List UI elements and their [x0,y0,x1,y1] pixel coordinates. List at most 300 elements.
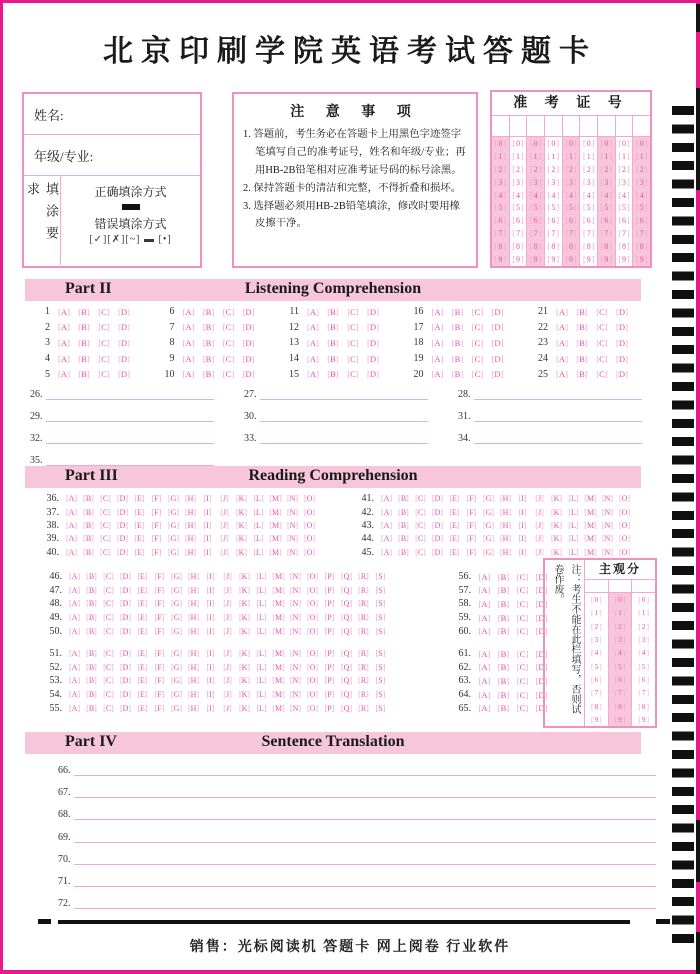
option-bubble-F[interactable]: [ F ] [148,521,165,530]
option-bubble-M[interactable]: [ M ] [582,548,599,557]
option-bubble-Q[interactable]: [ Q ] [338,676,355,685]
option-bubble-P[interactable]: [ P ] [321,704,338,713]
option-bubble-Q[interactable]: [ Q ] [338,627,355,636]
option-bubble-D[interactable]: [ D ] [117,586,134,595]
option-bubble-Q[interactable]: [ Q ] [338,572,355,581]
ticket-digit-bubble[interactable]: [ 0 ] [598,137,615,150]
ticket-digit-bubble[interactable]: [ 9 ] [492,253,509,266]
option-bubble-R[interactable]: [ R ] [355,704,372,713]
answer-blank[interactable] [30,409,214,422]
subjective-digit-bubble[interactable]: [ 8 ] [609,699,632,712]
write-line[interactable] [260,386,429,400]
option-bubble-I[interactable]: [ I ] [514,508,531,517]
option-bubble-C[interactable]: [ C ] [100,704,117,713]
option-bubble-R[interactable]: [ R ] [355,663,372,672]
option-bubble-M[interactable]: [ M ] [582,494,599,503]
option-bubble-A[interactable]: [ A ] [378,548,395,557]
option-bubble-E[interactable]: [ E ] [134,572,151,581]
subjective-digit-bubble[interactable]: [ 0 ] [609,593,632,606]
option-bubble-D[interactable]: [ D ] [117,690,134,699]
write-line[interactable] [74,762,657,776]
answer-blank[interactable] [458,431,642,444]
option-bubble-C[interactable]: [ C ] [219,338,239,348]
ticket-digit-bubble[interactable]: [ 0 ] [545,137,562,150]
option-bubble-C[interactable]: [ C ] [592,338,612,348]
ticket-digit-bubble[interactable]: [ 9 ] [510,253,527,266]
option-bubble-N[interactable]: [ N ] [284,548,301,557]
option-bubble-L[interactable]: [ L ] [253,613,270,622]
option-bubble-D[interactable]: [ D ] [532,662,551,672]
subjective-digit-bubble[interactable]: [ 2 ] [585,620,608,633]
option-bubble-A[interactable]: [ A ] [66,572,83,581]
option-bubble-O[interactable]: [ O ] [301,534,318,543]
option-bubble-B[interactable]: [ B ] [494,662,513,672]
option-bubble-B[interactable]: [ B ] [395,508,412,517]
option-bubble-A[interactable]: [ A ] [179,322,199,332]
option-bubble-D[interactable]: [ D ] [612,354,632,364]
option-bubble-J[interactable]: [ J ] [219,649,236,658]
option-bubble-D[interactable]: [ D ] [488,354,508,364]
option-bubble-B[interactable]: [ B ] [448,354,468,364]
option-bubble-M[interactable]: [ M ] [270,663,287,672]
option-bubble-A[interactable]: [ A ] [303,307,323,317]
option-bubble-O[interactable]: [ O ] [304,704,321,713]
option-bubble-D[interactable]: [ D ] [532,626,551,636]
option-bubble-D[interactable]: [ D ] [612,369,632,379]
option-bubble-A[interactable]: [ A ] [63,548,80,557]
ticket-digit-bubble[interactable]: [ 4 ] [633,189,650,202]
option-bubble-C[interactable]: [ C ] [100,690,117,699]
option-bubble-D[interactable]: [ D ] [117,663,134,672]
option-bubble-D[interactable]: [ D ] [429,508,446,517]
option-bubble-D[interactable]: [ D ] [612,322,632,332]
option-bubble-J[interactable]: [ J ] [531,548,548,557]
option-bubble-B[interactable]: [ B ] [323,369,343,379]
subjective-digit-bubble[interactable]: [ 5 ] [609,659,632,672]
subjective-digit-bubble[interactable]: [ 5 ] [632,659,655,672]
option-bubble-M[interactable]: [ M ] [270,649,287,658]
option-bubble-M[interactable]: [ M ] [270,613,287,622]
ticket-digit-bubble[interactable]: [ 2 ] [616,163,633,176]
option-bubble-Q[interactable]: [ Q ] [338,690,355,699]
write-line[interactable] [260,430,429,444]
option-bubble-F[interactable]: [ F ] [148,494,165,503]
option-bubble-E[interactable]: [ E ] [134,676,151,685]
option-bubble-H[interactable]: [ H ] [182,494,199,503]
option-bubble-P[interactable]: [ P ] [321,586,338,595]
subjective-digit-bubble[interactable]: [ 9 ] [632,713,655,726]
option-bubble-M[interactable]: [ M ] [267,508,284,517]
option-bubble-D[interactable]: [ D ] [117,599,134,608]
option-bubble-F[interactable]: [ F ] [151,586,168,595]
ticket-digit-bubble[interactable]: [ 5 ] [510,202,527,215]
option-bubble-C[interactable]: [ C ] [219,322,239,332]
subjective-digit-bubble[interactable]: [ 6 ] [609,673,632,686]
option-bubble-C[interactable]: [ C ] [100,663,117,672]
option-bubble-D[interactable]: [ D ] [532,676,551,686]
option-bubble-I[interactable]: [ I ] [202,663,219,672]
option-bubble-N[interactable]: [ N ] [287,690,304,699]
option-bubble-A[interactable]: [ A ] [428,338,448,348]
option-bubble-F[interactable]: [ F ] [151,572,168,581]
option-bubble-B[interactable]: [ B ] [83,586,100,595]
option-bubble-M[interactable]: [ M ] [582,508,599,517]
option-bubble-C[interactable]: [ C ] [468,322,488,332]
option-bubble-B[interactable]: [ B ] [83,613,100,622]
subjective-digit-bubble[interactable]: [ 0 ] [585,593,608,606]
ticket-digit-bubble[interactable]: [ 7 ] [616,227,633,240]
ticket-digit-bubble[interactable]: [ 3 ] [616,176,633,189]
option-bubble-O[interactable]: [ O ] [301,508,318,517]
subjective-digit-bubble[interactable]: [ 6 ] [585,673,608,686]
subjective-digit-bubble[interactable]: [ 3 ] [609,633,632,646]
ticket-write-cell[interactable] [510,116,527,137]
option-bubble-L[interactable]: [ L ] [565,494,582,503]
option-bubble-P[interactable]: [ P ] [321,572,338,581]
answer-blank[interactable] [58,785,656,798]
option-bubble-M[interactable]: [ M ] [582,534,599,543]
option-bubble-G[interactable]: [ G ] [480,494,497,503]
option-bubble-E[interactable]: [ E ] [446,508,463,517]
ticket-digit-bubble[interactable]: [ 8 ] [580,240,597,253]
option-bubble-G[interactable]: [ G ] [480,508,497,517]
option-bubble-C[interactable]: [ C ] [592,354,612,364]
option-bubble-H[interactable]: [ H ] [497,534,514,543]
write-line[interactable] [74,895,657,909]
option-bubble-O[interactable]: [ O ] [304,663,321,672]
option-bubble-P[interactable]: [ P ] [321,627,338,636]
ticket-digit-bubble[interactable]: [ 2 ] [598,163,615,176]
option-bubble-O[interactable]: [ O ] [304,586,321,595]
ticket-digit-bubble[interactable]: [ 0 ] [527,137,544,150]
subjective-digit-bubble[interactable]: [ 9 ] [609,713,632,726]
option-bubble-B[interactable]: [ B ] [494,572,513,582]
option-bubble-E[interactable]: [ E ] [134,649,151,658]
option-bubble-C[interactable]: [ C ] [94,369,114,379]
option-bubble-C[interactable]: [ C ] [592,322,612,332]
option-bubble-C[interactable]: [ C ] [100,599,117,608]
option-bubble-N[interactable]: [ N ] [287,627,304,636]
option-bubble-K[interactable]: [ K ] [236,572,253,581]
option-bubble-B[interactable]: [ B ] [323,307,343,317]
option-bubble-H[interactable]: [ H ] [185,613,202,622]
ticket-digit-bubble[interactable]: [ 7 ] [545,227,562,240]
option-bubble-F[interactable]: [ F ] [151,599,168,608]
subjective-digit-bubble[interactable]: [ 7 ] [609,686,632,699]
option-bubble-C[interactable]: [ C ] [100,613,117,622]
ticket-digit-bubble[interactable]: [ 5 ] [545,202,562,215]
option-bubble-A[interactable]: [ A ] [179,369,199,379]
option-bubble-B[interactable]: [ B ] [448,338,468,348]
subjective-digit-bubble[interactable]: [ 1 ] [609,606,632,619]
option-bubble-R[interactable]: [ R ] [355,613,372,622]
option-bubble-K[interactable]: [ K ] [236,649,253,658]
option-bubble-A[interactable]: [ A ] [475,626,494,636]
option-bubble-N[interactable]: [ N ] [287,676,304,685]
option-bubble-P[interactable]: [ P ] [321,690,338,699]
option-bubble-B[interactable]: [ B ] [83,690,100,699]
subjective-digit-bubble[interactable]: [ 7 ] [585,686,608,699]
option-bubble-A[interactable]: [ A ] [63,508,80,517]
option-bubble-G[interactable]: [ G ] [168,704,185,713]
ticket-digit-bubble[interactable]: [ 1 ] [598,150,615,163]
option-bubble-C[interactable]: [ C ] [513,676,532,686]
subjective-digit-bubble[interactable]: [ 4 ] [632,646,655,659]
ticket-write-cell[interactable] [527,116,544,137]
ticket-digit-bubble[interactable]: [ 7 ] [598,227,615,240]
option-bubble-D[interactable]: [ D ] [532,585,551,595]
option-bubble-K[interactable]: [ K ] [236,613,253,622]
option-bubble-I[interactable]: [ I ] [202,599,219,608]
option-bubble-B[interactable]: [ B ] [74,307,94,317]
subjective-digit-bubble[interactable]: [ 2 ] [632,620,655,633]
ticket-digit-bubble[interactable]: [ 8 ] [616,240,633,253]
subjective-digit-bubble[interactable]: [ 8 ] [632,699,655,712]
option-bubble-P[interactable]: [ P ] [321,613,338,622]
ticket-digit-bubble[interactable]: [ 4 ] [510,189,527,202]
option-bubble-B[interactable]: [ B ] [395,521,412,530]
option-bubble-A[interactable]: [ A ] [475,676,494,686]
ticket-digit-bubble[interactable]: [ 1 ] [633,150,650,163]
option-bubble-C[interactable]: [ C ] [100,586,117,595]
ticket-digit-bubble[interactable]: [ 3 ] [580,176,597,189]
option-bubble-G[interactable]: [ G ] [165,548,182,557]
option-bubble-C[interactable]: [ C ] [97,534,114,543]
option-bubble-I[interactable]: [ I ] [202,572,219,581]
option-bubble-B[interactable]: [ B ] [199,338,219,348]
option-bubble-E[interactable]: [ E ] [134,613,151,622]
option-bubble-B[interactable]: [ B ] [494,690,513,700]
option-bubble-A[interactable]: [ A ] [475,613,494,623]
subjective-write-cell[interactable] [585,580,608,593]
option-bubble-D[interactable]: [ D ] [114,534,131,543]
option-bubble-D[interactable]: [ D ] [239,354,259,364]
ticket-digit-bubble[interactable]: [ 9 ] [580,253,597,266]
option-bubble-A[interactable]: [ A ] [378,494,395,503]
option-bubble-B[interactable]: [ B ] [74,354,94,364]
subjective-digit-bubble[interactable]: [ 2 ] [609,620,632,633]
option-bubble-G[interactable]: [ G ] [165,521,182,530]
option-bubble-B[interactable]: [ B ] [572,369,592,379]
subjective-digit-bubble[interactable]: [ 7 ] [632,686,655,699]
option-bubble-J[interactable]: [ J ] [219,704,236,713]
grade-major-field[interactable] [24,135,200,176]
option-bubble-D[interactable]: [ D ] [117,613,134,622]
option-bubble-O[interactable]: [ O ] [304,613,321,622]
option-bubble-B[interactable]: [ B ] [83,676,100,685]
subjective-digit-bubble[interactable]: [ 0 ] [632,593,655,606]
option-bubble-K[interactable]: [ K ] [233,521,250,530]
option-bubble-H[interactable]: [ H ] [182,548,199,557]
option-bubble-J[interactable]: [ J ] [219,676,236,685]
ticket-digit-bubble[interactable]: [ 5 ] [633,202,650,215]
option-bubble-C[interactable]: [ C ] [97,494,114,503]
ticket-digit-bubble[interactable]: [ 2 ] [580,163,597,176]
ticket-digit-bubble[interactable]: [ 0 ] [563,137,580,150]
option-bubble-F[interactable]: [ F ] [151,704,168,713]
ticket-digit-bubble[interactable]: [ 4 ] [580,189,597,202]
option-bubble-G[interactable]: [ G ] [480,534,497,543]
subjective-digit-bubble[interactable]: [ 4 ] [609,646,632,659]
option-bubble-L[interactable]: [ L ] [253,586,270,595]
option-bubble-B[interactable]: [ B ] [80,548,97,557]
option-bubble-J[interactable]: [ J ] [216,508,233,517]
option-bubble-C[interactable]: [ C ] [343,369,363,379]
option-bubble-K[interactable]: [ K ] [236,663,253,672]
option-bubble-D[interactable]: [ D ] [114,307,134,317]
option-bubble-D[interactable]: [ D ] [363,354,383,364]
option-bubble-C[interactable]: [ C ] [100,676,117,685]
option-bubble-D[interactable]: [ D ] [114,494,131,503]
ticket-digit-bubble[interactable]: [ 0 ] [616,137,633,150]
ticket-digit-bubble[interactable]: [ 4 ] [616,189,633,202]
ticket-digit-bubble[interactable]: [ 0 ] [580,137,597,150]
option-bubble-A[interactable]: [ A ] [378,508,395,517]
option-bubble-J[interactable]: [ J ] [219,586,236,595]
subjective-digit-bubble[interactable]: [ 5 ] [585,659,608,672]
option-bubble-Q[interactable]: [ Q ] [338,599,355,608]
option-bubble-D[interactable]: [ D ] [363,369,383,379]
option-bubble-E[interactable]: [ E ] [134,599,151,608]
option-bubble-N[interactable]: [ N ] [287,704,304,713]
option-bubble-S[interactable]: [ S ] [372,704,389,713]
option-bubble-N[interactable]: [ N ] [599,548,616,557]
option-bubble-N[interactable]: [ N ] [284,534,301,543]
option-bubble-R[interactable]: [ R ] [355,649,372,658]
option-bubble-D[interactable]: [ D ] [429,548,446,557]
option-bubble-O[interactable]: [ O ] [301,494,318,503]
write-line[interactable] [46,430,215,444]
option-bubble-B[interactable]: [ B ] [80,521,97,530]
option-bubble-B[interactable]: [ B ] [448,322,468,332]
option-bubble-A[interactable]: [ A ] [378,534,395,543]
option-bubble-H[interactable]: [ H ] [185,663,202,672]
option-bubble-K[interactable]: [ K ] [236,704,253,713]
option-bubble-F[interactable]: [ F ] [151,613,168,622]
option-bubble-K[interactable]: [ K ] [548,534,565,543]
option-bubble-I[interactable]: [ I ] [199,548,216,557]
option-bubble-L[interactable]: [ L ] [565,521,582,530]
option-bubble-M[interactable]: [ M ] [270,690,287,699]
option-bubble-C[interactable]: [ C ] [513,572,532,582]
option-bubble-B[interactable]: [ B ] [80,508,97,517]
option-bubble-E[interactable]: [ E ] [446,521,463,530]
ticket-digit-bubble[interactable]: [ 0 ] [510,137,527,150]
option-bubble-K[interactable]: [ K ] [548,508,565,517]
option-bubble-S[interactable]: [ S ] [372,627,389,636]
option-bubble-F[interactable]: [ F ] [148,508,165,517]
ticket-write-cell[interactable] [580,116,597,137]
option-bubble-B[interactable]: [ B ] [395,534,412,543]
ticket-digit-bubble[interactable]: [ 1 ] [492,150,509,163]
option-bubble-A[interactable]: [ A ] [66,599,83,608]
option-bubble-E[interactable]: [ E ] [134,586,151,595]
option-bubble-C[interactable]: [ C ] [94,322,114,332]
ticket-digit-bubble[interactable]: [ 9 ] [545,253,562,266]
option-bubble-K[interactable]: [ K ] [236,690,253,699]
option-bubble-C[interactable]: [ C ] [468,354,488,364]
write-line[interactable] [474,430,643,444]
option-bubble-A[interactable]: [ A ] [552,322,572,332]
option-bubble-F[interactable]: [ F ] [463,534,480,543]
option-bubble-O[interactable]: [ O ] [304,627,321,636]
ticket-digit-bubble[interactable]: [ 4 ] [492,189,509,202]
option-bubble-L[interactable]: [ L ] [250,508,267,517]
ticket-digit-bubble[interactable]: [ 2 ] [633,163,650,176]
option-bubble-N[interactable]: [ N ] [287,613,304,622]
option-bubble-E[interactable]: [ E ] [446,494,463,503]
answer-blank[interactable] [58,874,656,887]
write-line[interactable] [260,408,429,422]
option-bubble-C[interactable]: [ C ] [100,572,117,581]
option-bubble-B[interactable]: [ B ] [494,585,513,595]
ticket-digit-bubble[interactable]: [ 3 ] [510,176,527,189]
option-bubble-C[interactable]: [ C ] [468,307,488,317]
option-bubble-H[interactable]: [ H ] [497,521,514,530]
option-bubble-F[interactable]: [ F ] [463,508,480,517]
option-bubble-E[interactable]: [ E ] [446,534,463,543]
option-bubble-C[interactable]: [ C ] [513,613,532,623]
option-bubble-N[interactable]: [ N ] [287,663,304,672]
option-bubble-I[interactable]: [ I ] [199,534,216,543]
option-bubble-M[interactable]: [ M ] [270,627,287,636]
option-bubble-R[interactable]: [ R ] [355,627,372,636]
answer-blank[interactable] [458,409,642,422]
option-bubble-E[interactable]: [ E ] [134,663,151,672]
option-bubble-J[interactable]: [ J ] [216,534,233,543]
option-bubble-M[interactable]: [ M ] [582,521,599,530]
option-bubble-R[interactable]: [ R ] [355,572,372,581]
option-bubble-Q[interactable]: [ Q ] [338,663,355,672]
option-bubble-P[interactable]: [ P ] [321,599,338,608]
option-bubble-C[interactable]: [ C ] [100,627,117,636]
option-bubble-A[interactable]: [ A ] [63,534,80,543]
ticket-digit-bubble[interactable]: [ 8 ] [527,240,544,253]
option-bubble-B[interactable]: [ B ] [199,369,219,379]
option-bubble-J[interactable]: [ J ] [219,599,236,608]
option-bubble-A[interactable]: [ A ] [66,613,83,622]
option-bubble-C[interactable]: [ C ] [343,354,363,364]
ticket-digit-bubble[interactable]: [ 9 ] [527,253,544,266]
option-bubble-A[interactable]: [ A ] [303,369,323,379]
option-bubble-G[interactable]: [ G ] [168,690,185,699]
option-bubble-D[interactable]: [ D ] [117,704,134,713]
option-bubble-L[interactable]: [ L ] [565,508,582,517]
option-bubble-H[interactable]: [ H ] [185,676,202,685]
option-bubble-B[interactable]: [ B ] [494,676,513,686]
option-bubble-A[interactable]: [ A ] [552,307,572,317]
option-bubble-M[interactable]: [ M ] [270,572,287,581]
option-bubble-A[interactable]: [ A ] [63,494,80,503]
option-bubble-K[interactable]: [ K ] [236,586,253,595]
option-bubble-L[interactable]: [ L ] [253,599,270,608]
ticket-digit-bubble[interactable]: [ 6 ] [598,214,615,227]
ticket-digit-bubble[interactable]: [ 5 ] [563,202,580,215]
ticket-write-cell[interactable] [563,116,580,137]
ticket-digit-bubble[interactable]: [ 7 ] [633,227,650,240]
option-bubble-B[interactable]: [ B ] [74,338,94,348]
option-bubble-C[interactable]: [ C ] [592,369,612,379]
ticket-write-cell[interactable] [633,116,650,137]
subjective-digit-bubble[interactable]: [ 6 ] [632,673,655,686]
option-bubble-B[interactable]: [ B ] [572,307,592,317]
ticket-digit-bubble[interactable]: [ 3 ] [492,176,509,189]
subjective-write-cell[interactable] [632,580,655,593]
write-line[interactable] [474,408,643,422]
answer-blank[interactable] [58,896,656,909]
option-bubble-L[interactable]: [ L ] [250,521,267,530]
ticket-digit-bubble[interactable]: [ 1 ] [510,150,527,163]
